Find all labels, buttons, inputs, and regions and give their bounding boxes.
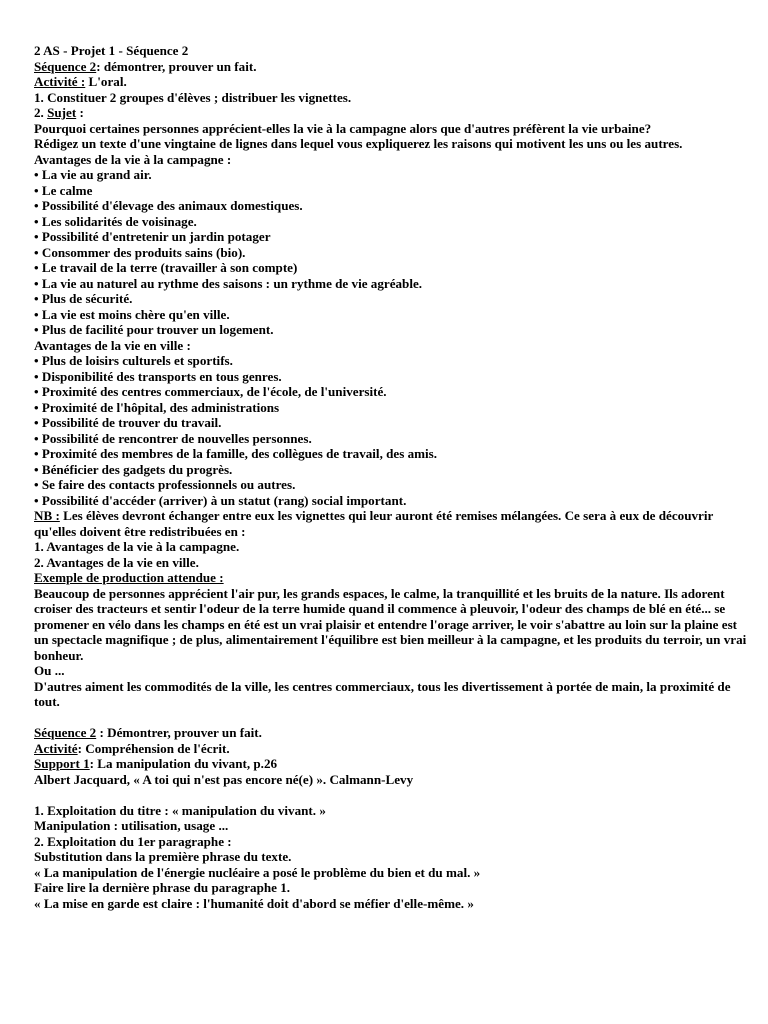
support-label: Support 1 (34, 756, 90, 771)
exercise-line: 2. Exploitation du 1er paragraphe : (34, 833, 232, 849)
blank-line (34, 787, 748, 803)
list-item: • Plus de loisirs culturels et sportifs. (34, 353, 233, 368)
blank-line (34, 710, 748, 726)
list-item: • Le calme (34, 182, 93, 198)
list-item: • Consommer des produits sains (bio). (34, 244, 246, 260)
nb-paragraph (34, 508, 748, 539)
list-item: • Proximité des membres de la famille, des collègues de travail, des amis. (34, 446, 438, 461)
sequence-2-label: Séquence 2 (34, 725, 97, 740)
example-paragraph-1: Beaucoup de personnes apprécient l'air pur, les grands espaces, le calme, la tranquillité et les bruits de la nature. Ils adorent croiser des tracteurs et sentir l'odeur de la terre humide quand il commence à pleuvoir, l'odeur des champs de blé en été... se promener en vélo dans les champs en été est un vrai plaisir et entendre l'orage arriver, le voir s'abattre au loin sur la plaine est un spectacle magnifique ; de plus, alimentairement l'équilibre est bien meilleur à la campagne, et les produits du terroir, un vrai bonheur. (34, 585, 747, 663)
campagne-list (34, 167, 748, 338)
support-text: : La manipulation du vivant, p.26 (89, 756, 278, 771)
list-item: • Le travail de la terre (travailler à son compte) (34, 260, 298, 275)
exercise-line: Faire lire la dernière phrase du paragraphe 1. (34, 880, 291, 895)
document-body (34, 43, 748, 911)
list-item: • Bénéficier des gadgets du progrès. (34, 461, 233, 477)
list-item: • Possibilité d'élevage des animaux domestiques. (34, 198, 303, 213)
ville-list (34, 353, 748, 508)
support-line (34, 756, 748, 772)
nb-label: NB : (34, 508, 60, 523)
sequence-2-text: : Démontrer, prouver un fait. (96, 725, 262, 740)
subject-label: Sujet (47, 105, 77, 120)
sequence-label: Séquence 2 (34, 58, 97, 74)
example-label-line (34, 570, 748, 586)
list-item: • La vie au grand air. (34, 167, 152, 182)
list-item: • Les solidarités de voisinage. (34, 213, 197, 229)
activity-2-text: : Compréhension de l'écrit. (77, 740, 230, 756)
list-item: • Possibilité d'entretenir un jardin potager (34, 229, 271, 244)
sequence-text: : démontrer, prouver un fait. (96, 58, 257, 74)
activity-text: L'oral. (85, 74, 127, 89)
exercise-line: Substitution dans la première phrase du texte. (34, 849, 292, 864)
step-1: 1. Constituer 2 groupes d'élèves ; distribuer les vignettes. (34, 89, 352, 105)
exercise-line: « La mise en garde est claire : l'humanité doit d'abord se méfier d'elle-même. » (34, 895, 474, 911)
activity-label: Activité : (34, 74, 86, 89)
activity-line (34, 74, 748, 90)
example-label: Exemple de production attendue : (34, 570, 224, 585)
list-item: • La vie est moins chère qu'en ville. (34, 306, 230, 322)
nb-list-item: 1. Avantages de la vie à la campagne. (34, 539, 240, 554)
exercise-line: Manipulation : utilisation, usage ... (34, 818, 229, 833)
nb-list-item: 2. Avantages de la vie en ville. (34, 554, 199, 570)
author-line: Albert Jacquard, « A toi qui n'est pas encore né(e) ». Calmann-Levy (34, 771, 414, 787)
header-line: 2 AS - Projet 1 - Séquence 2 (34, 43, 189, 58)
step-2 (34, 105, 748, 121)
list-item: • Proximité des centres commerciaux, de l'école, de l'université. (34, 384, 387, 399)
list-item: • Possibilité d'accéder (arriver) à un statut (rang) social important. (34, 492, 407, 508)
campagne-title: Avantages de la vie à la campagne : (34, 151, 232, 167)
list-item: • Proximité de l'hôpital, des administrations (34, 399, 280, 415)
ville-title: Avantages de la vie en ville : (34, 337, 191, 353)
list-item: • Plus de facilité pour trouver un logement. (34, 322, 274, 337)
sequence-line (34, 59, 748, 75)
list-item: • La vie au naturel au rythme des saisons : un rythme de vie agréable. (34, 275, 423, 291)
example-or: Ou ... (34, 663, 65, 678)
list-item: • Possibilité de trouver du travail. (34, 415, 222, 430)
sequence-2-line (34, 725, 748, 741)
step-2-number: 2. (34, 105, 48, 120)
activity-2-line (34, 741, 748, 757)
subject-question: Pourquoi certaines personnes apprécient-elles la vie à la campagne alors que d'autres préfèrent la vie urbaine? (34, 120, 652, 136)
exercise-line: 1. Exploitation du titre : « manipulation du vivant. » (34, 802, 326, 818)
list-item: • Plus de sécurité. (34, 291, 133, 306)
example-paragraph-2: D'autres aiment les commodités de la ville, les centres commerciaux, tous les divertissement à portée de main, la proximité de tout. (34, 678, 731, 709)
list-item: • Se faire des contacts professionnels ou autres. (34, 477, 296, 492)
list-item: • Disponibilité des transports en tous genres. (34, 368, 282, 384)
exercise-line: « La manipulation de l'énergie nucléaire a posé le problème du bien et du mal. » (34, 864, 481, 880)
subject-instruction: Rédigez un texte d'une vingtaine de lignes dans lequel vous expliquerez les raisons qui motivent les uns ou les autres. (34, 136, 683, 151)
list-item: • Possibilité de rencontrer de nouvelles personnes. (34, 430, 312, 446)
nb-text: Les élèves devront échanger entre eux les vignettes qui leur auront été remises mélangées. Ce sera à eux de découvrir qu'elles doivent être redistribuées en : (34, 508, 714, 539)
activity-2-label: Activité (34, 740, 78, 756)
subject-colon: : (76, 105, 84, 120)
